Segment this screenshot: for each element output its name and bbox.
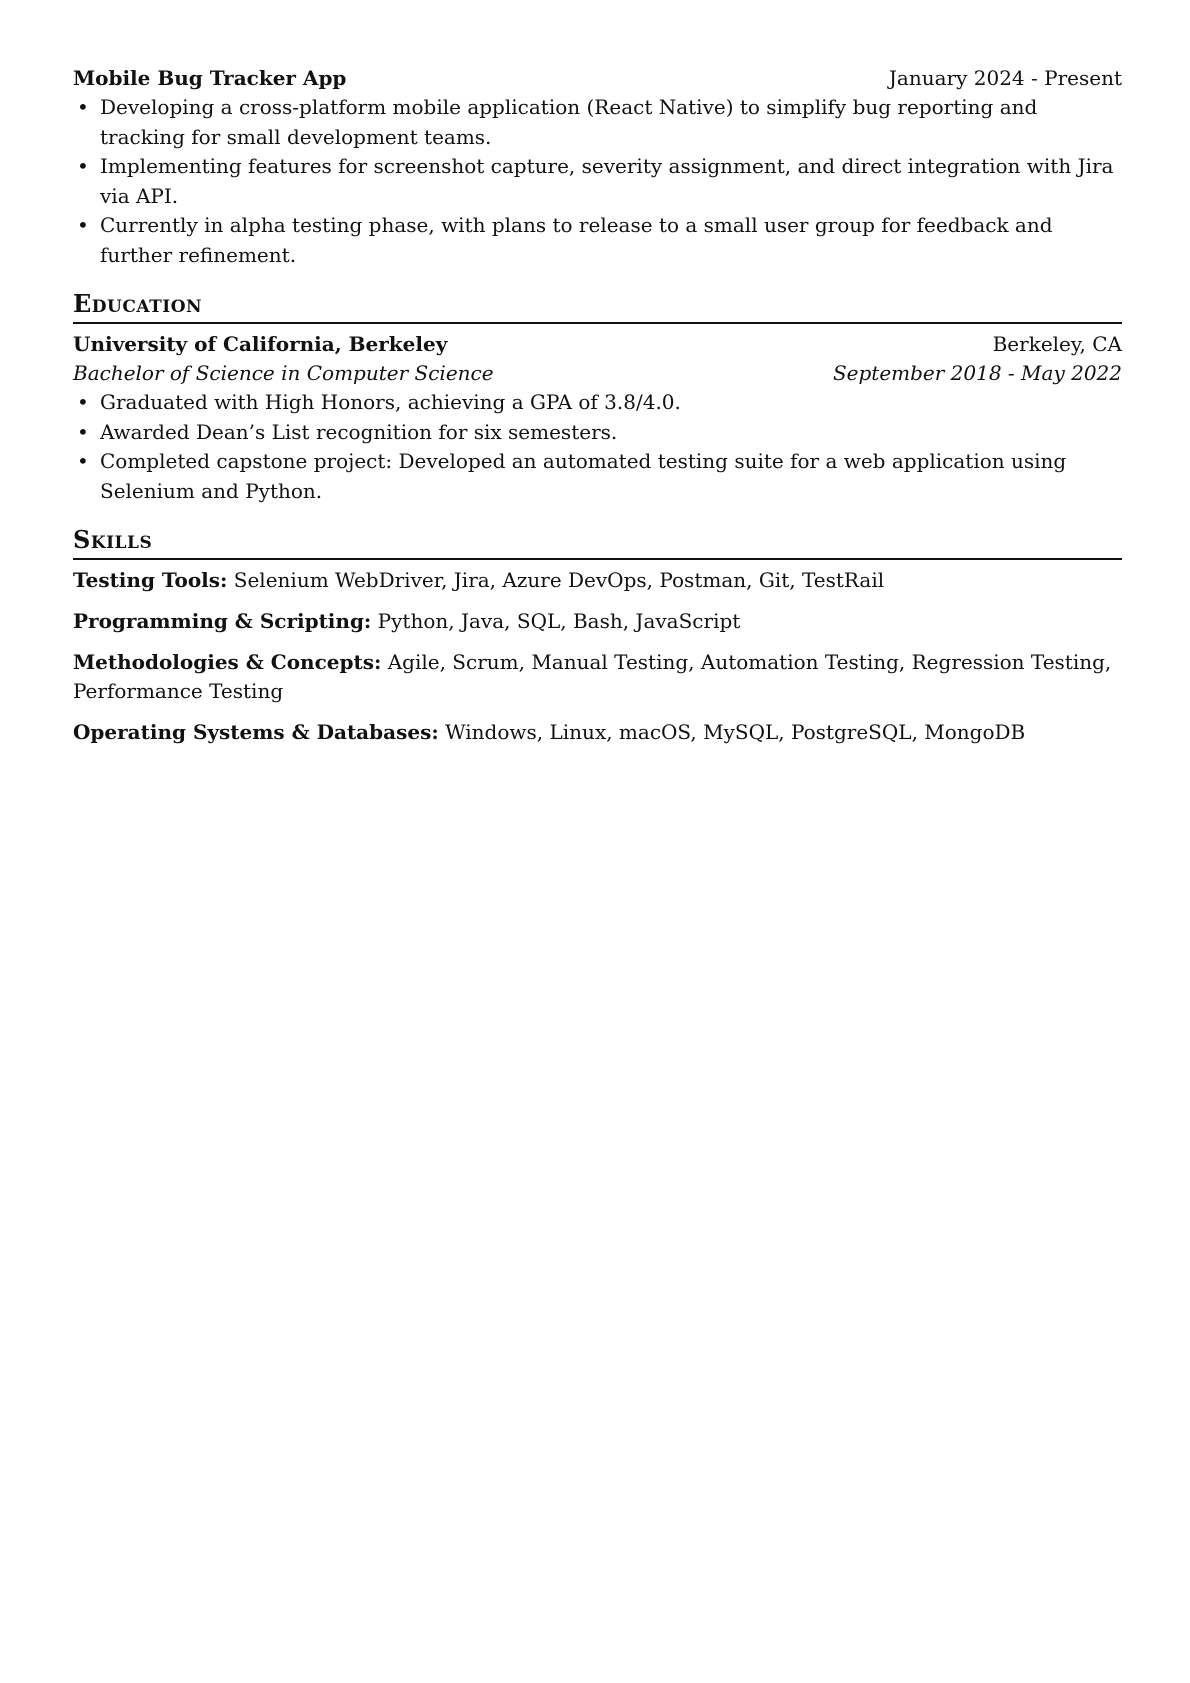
project-bullets	[73, 93, 1122, 270]
school-row	[73, 330, 1122, 359]
project-title: Mobile Bug Tracker App	[73, 66, 347, 90]
project-dates: January 2024 - Present	[888, 66, 1122, 90]
skill-line-os-databases	[73, 718, 1122, 747]
skill-line-programming	[73, 607, 1122, 636]
list-item: • Completed capstone project: Developed an automated testing suite for a web application using Selenium and Python.	[73, 447, 1122, 506]
resume-page	[73, 64, 1122, 759]
skill-value: Agile, Scrum, Manual Testing, Automation Testing, Regression Testing, Performance Testing	[73, 650, 1112, 703]
skill-label: Testing Tools:	[73, 568, 228, 592]
skill-line-testing-tools	[73, 566, 1122, 595]
degree-name: Bachelor of Science in Computer Science	[73, 361, 494, 385]
education-heading: Education	[73, 288, 1122, 324]
school-name: University of California, Berkeley	[73, 332, 448, 356]
skill-label: Methodologies & Concepts:	[73, 650, 382, 674]
list-item: • Graduated with High Honors, achieving a GPA of 3.8/4.0.	[73, 388, 1122, 418]
skills-heading: Skills	[73, 524, 1122, 560]
skill-label: Operating Systems & Databases:	[73, 720, 439, 744]
list-item: • Developing a cross-platform mobile application (React Native) to simplify bug reporting and tracking for small development teams.	[73, 93, 1122, 152]
project-header	[73, 64, 1122, 93]
skill-value: Windows, Linux, macOS, MySQL, PostgreSQL, MongoDB	[445, 720, 1026, 744]
list-item: • Currently in alpha testing phase, with plans to release to a small user group for feedback and further refinement.	[73, 211, 1122, 270]
education-bullets	[73, 388, 1122, 506]
skill-line-methodologies	[73, 648, 1122, 706]
list-item: • Awarded Dean’s List recognition for six semesters.	[73, 418, 1122, 448]
degree-row	[73, 359, 1122, 388]
skill-value: Python, Java, SQL, Bash, JavaScript	[377, 609, 741, 633]
school-location: Berkeley, CA	[992, 332, 1122, 356]
skill-label: Programming & Scripting:	[73, 609, 372, 633]
list-item: • Implementing features for screenshot capture, severity assignment, and direct integration with Jira via API.	[73, 152, 1122, 211]
degree-dates: September 2018 - May 2022	[832, 361, 1122, 385]
skill-value: Selenium WebDriver, Jira, Azure DevOps, Postman, Git, TestRail	[233, 568, 885, 592]
